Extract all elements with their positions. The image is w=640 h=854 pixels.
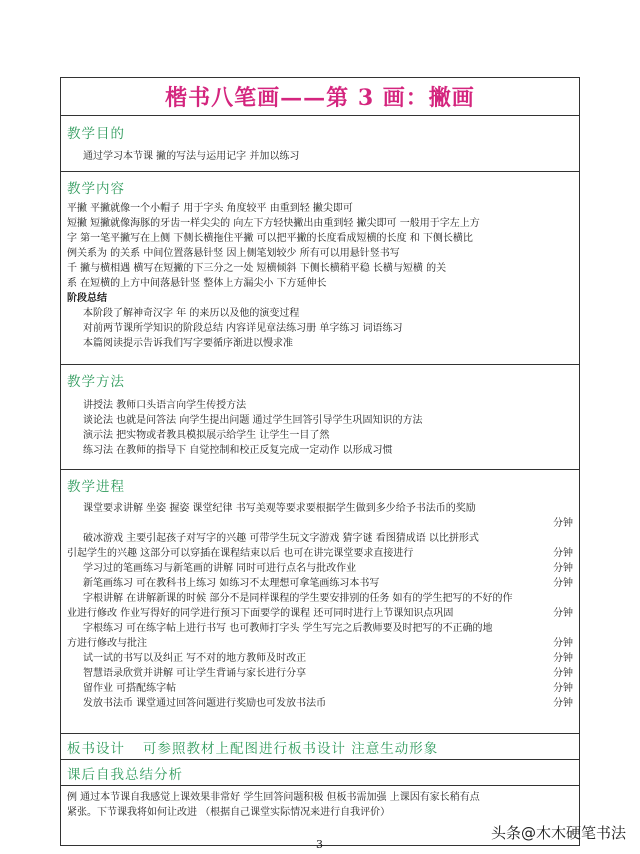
title-row — [61, 78, 579, 116]
content-line: 千 撇与横相遇 横写在短撇的下三分之一处 短横倾斜 下侧长横稍平稳 长横与短横 的关 — [67, 263, 447, 274]
method-heading: 教学方法 — [67, 374, 125, 390]
process-item: 试一试的书写以及纠正 写不对的地方教师及时改正 分钟 — [83, 653, 573, 664]
process-item: 留作业 可搭配练字帖 分钟 — [83, 683, 573, 694]
minute-label: 分钟 — [553, 638, 573, 649]
content-heading: 教学内容 — [67, 181, 125, 197]
minute-label: 分钟 — [553, 698, 573, 709]
method-section — [61, 365, 579, 470]
purpose-section — [61, 116, 579, 172]
process-heading: 教学进程 — [67, 479, 125, 495]
method-line: 演示法 把实物或者教具模拟展示给学生 让学生一目了然 — [83, 430, 330, 441]
process-item: 学习过的笔画练习与新笔画的讲解 同时可进行点名与批改作业 分钟 — [83, 563, 573, 574]
minute-label: 分钟 — [553, 578, 573, 589]
minute-label: 分钟 — [553, 668, 573, 679]
minute-label: 分钟 — [553, 653, 573, 664]
summary-line: 本阶段了解神奇汉字 年 的来历以及他的演变过程 — [83, 308, 300, 319]
reflection-line: 紧张。下节课我将如何让改进 （根据自己课堂实际情况来进行自我评价） — [67, 807, 391, 818]
process-item: 新笔画练习 可在教科书上练习 如练习不太理想可拿笔画练习本书写 分钟 — [83, 578, 573, 589]
lesson-plan-table — [60, 77, 580, 846]
board-text: 可参照教材上配图进行板书设计 注意生动形象 — [143, 740, 439, 757]
process-item: 课堂要求讲解 坐姿 握姿 课堂纪律 书写美观等要求要根据学生做到多少给予书法币的奖励 — [83, 503, 476, 514]
reflection-heading: 课后自我总结分析 — [67, 766, 183, 783]
summary-heading: 阶段总结 — [67, 293, 107, 304]
process-section — [61, 470, 579, 734]
board-section — [61, 734, 579, 760]
process-item: 字根讲解 在讲解新课的时候 部分不是同样课程的学生要安排别的任务 如有的学生把写的不好的作 — [83, 593, 513, 604]
process-item: 业进行修改 作业写得好的同学进行预习下面要学的课程 还可同时进行上节课知识点巩固 分钟 — [67, 608, 573, 619]
board-heading: 板书设计 — [67, 740, 125, 757]
purpose-text: 通过学习本节课 撇的写法与运用记字 并加以练习 — [83, 151, 300, 162]
content-line: 例关系为 的关系 中间位置落悬针竖 因上侧笔划较少 所有可以用悬针竖书写 — [67, 248, 400, 259]
method-line: 练习法 在教师的指导下 自觉控制和校正反复完成一定动作 以形成习惯 — [83, 445, 393, 456]
content-line: 字 第一笔平撇写在上侧 下侧长横拖住平撇 可以把平撇的长度看成短横的长度 和 下侧长横比 — [67, 233, 473, 244]
content-line: 平撇 平撇就像一个小帽子 用于字头 角度较平 由重到轻 撇尖即可 — [67, 203, 353, 214]
process-item: 发放书法币 课堂通过回答问题进行奖励也可发放书法币 分钟 — [83, 698, 573, 709]
process-item: 引起学生的兴趣 这部分可以穿插在课程结束以后 也可在讲完课堂要求直接进行 分钟 — [67, 548, 573, 559]
purpose-heading: 教学目的 — [67, 126, 125, 142]
minute-label: 分钟 — [553, 563, 573, 574]
minute-label: 分钟 — [553, 548, 573, 559]
watermark: 头条@木木硬笔书法 — [490, 824, 626, 842]
minute-label: 分钟 — [553, 683, 573, 694]
reflection-section — [61, 786, 579, 820]
method-line: 讲授法 教师口头语言向学生传授方法 — [83, 400, 247, 411]
summary-line: 对前两节课所学知识的阶段总结 内容详见章法练习册 单字练习 词语练习 — [83, 323, 403, 334]
process-item: 方进行修改与批注 分钟 — [67, 638, 573, 649]
reflection-heading-row — [61, 760, 579, 786]
page-title: 楷书八笔画——第 3 画：撇画 — [165, 85, 475, 111]
page-number: 3 — [316, 838, 323, 851]
reflection-line: 例 通过本节课自我感觉上课效果非常好 学生回答问题积极 但板书需加强 上课因有家长稍有点 — [67, 792, 480, 803]
process-item: 智慧语录欣赏并讲解 可让学生背诵与家长进行分享 分钟 — [83, 668, 573, 679]
process-item: 破冰游戏 主要引起孩子对写字的兴趣 可带学生玩文字游戏 猜字谜 看图猜成语 以比拼形式 — [83, 533, 479, 544]
content-line: 短撇 短撇就像海豚的牙齿一样尖尖的 向左下方轻快撇出由重到轻 撇尖即可 一般用于字左上方 — [67, 218, 480, 229]
content-section — [61, 172, 579, 365]
process-item: 字根练习 可在练字帖上进行书写 也可教师打字头 学生写完之后教师要及时把写的不正确的地 — [83, 623, 493, 634]
method-line: 谈论法 也就是问答法 向学生提出问题 通过学生回答引导学生巩固知识的方法 — [83, 415, 423, 426]
summary-line: 本篇阅读提示告诉我们写字要循序渐进以慢求准 — [83, 338, 293, 349]
content-line: 系 在短横的上方中间落悬针竖 整体上方漏尖小 下方延伸长 — [67, 278, 327, 289]
minute-label: 分钟 — [553, 608, 573, 619]
process-item — [61, 516, 579, 531]
minute-label: 分钟 — [553, 518, 573, 529]
